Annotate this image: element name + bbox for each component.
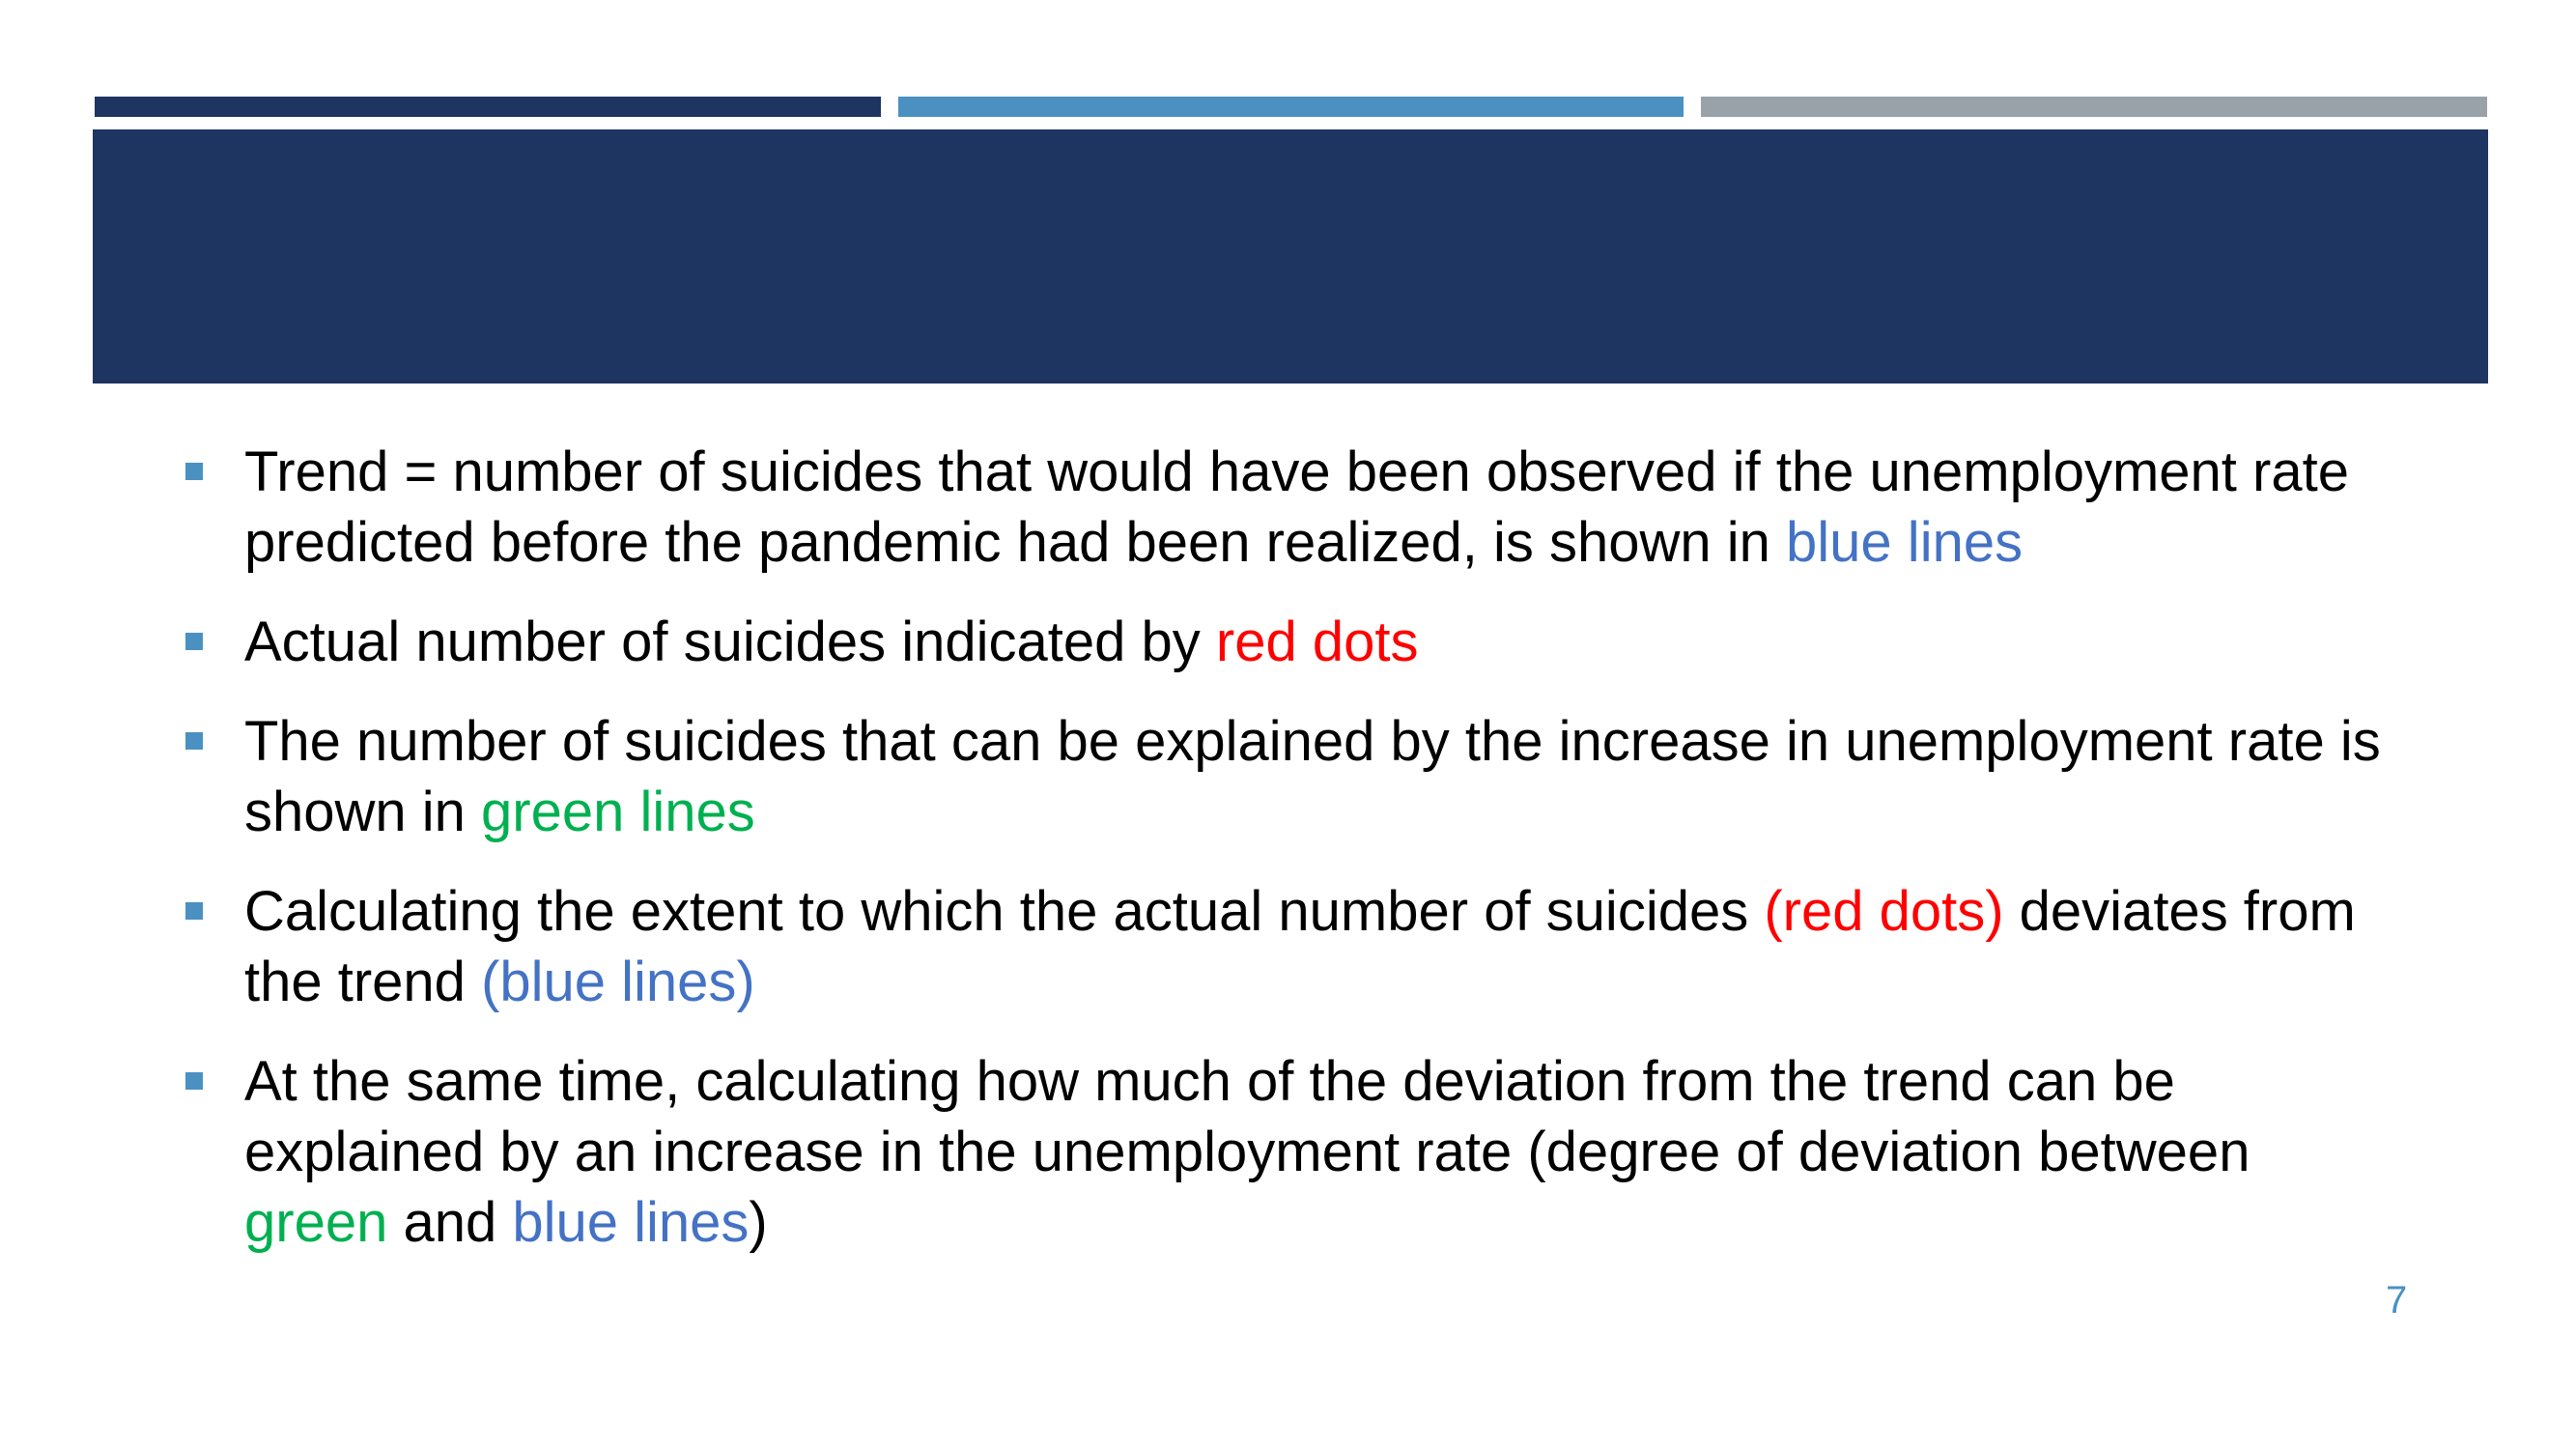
text-segment: deviates from the trend	[244, 880, 2356, 1013]
bullet-item	[182, 437, 2384, 578]
square-bullet-icon	[185, 732, 203, 750]
highlight-blue-lines: blue lines	[512, 1191, 750, 1254]
decorative-bar-gray	[1701, 97, 2487, 117]
highlight-green-lines: green lines	[481, 781, 755, 843]
highlight-red-dots: red dots	[1215, 611, 1419, 673]
highlight-green: green	[244, 1191, 388, 1254]
bullet-text	[244, 1050, 2250, 1254]
square-bullet-icon	[185, 1072, 203, 1090]
bullet-text	[244, 710, 2381, 843]
bullet-item	[182, 607, 2384, 677]
bullet-list	[182, 437, 2384, 1287]
text-segment: Actual number of suicides indicated by	[244, 611, 1216, 673]
square-bullet-icon	[185, 902, 203, 920]
bullet-item	[182, 706, 2384, 847]
text-segment: At the same time, calculating how much of the deviation from the trend can be explained by an increase in the unemployment rate (degree of deviation between	[244, 1050, 2250, 1183]
bullet-text	[244, 880, 2356, 1013]
text-segment: )	[749, 1191, 768, 1254]
bullet-item	[182, 1046, 2384, 1258]
highlight-blue-lines: blue lines	[1786, 511, 2024, 574]
text-segment: Trend = number of suicides that would have been observed if the unemployment rate predicted before the pandemic had been realized, is shown in	[244, 440, 2349, 574]
text-segment: The number of suicides that can be explained by the increase in unemployment rate is shown in	[244, 710, 2381, 843]
highlight-red-dots: (red dots)	[1764, 880, 2004, 943]
decorative-bar-navy	[95, 97, 881, 117]
title-banner	[93, 129, 2488, 384]
square-bullet-icon	[185, 463, 203, 480]
highlight-blue-lines: (blue lines)	[481, 951, 755, 1013]
bullet-text	[244, 611, 1418, 673]
bullet-item	[182, 876, 2384, 1017]
square-bullet-icon	[185, 633, 203, 650]
bullet-text	[244, 440, 2349, 574]
slide-number: 7	[2386, 1279, 2408, 1321]
text-segment: and	[387, 1191, 513, 1254]
decorative-bar-blue	[898, 97, 1684, 117]
text-segment: Calculating the extent to which the actual number of suicides	[244, 880, 1765, 943]
